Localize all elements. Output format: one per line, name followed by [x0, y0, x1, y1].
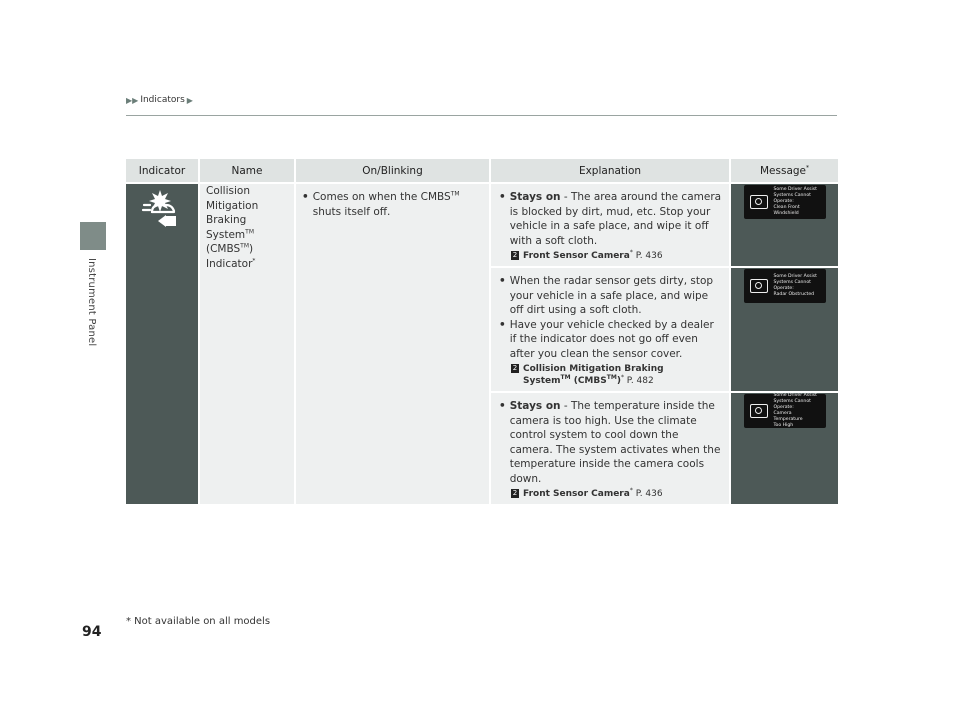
radar-blocked-icon	[750, 279, 768, 293]
name-line: (CMBS™)	[206, 242, 254, 255]
triangle-right-icon: ▶	[186, 95, 193, 105]
reference-arrow-icon: 2	[512, 489, 518, 497]
name-line: System™	[206, 228, 254, 241]
indicator-table	[124, 157, 840, 506]
page-number: 94	[82, 624, 102, 640]
cross-reference[interactable]: 2 Front Sensor Camera* P. 436	[512, 249, 663, 261]
indicator-name-cell	[200, 184, 294, 504]
name-line: Mitigation	[206, 199, 259, 212]
message-cell	[731, 268, 838, 391]
message-display: Some Driver Assist Systems Cannot Operate: Clean Front Windshield	[744, 185, 826, 219]
header-message: Message*	[731, 159, 838, 182]
breadcrumb-item[interactable]: Indicators	[140, 95, 185, 105]
cross-reference[interactable]: 2 Front Sensor Camera* P. 436	[512, 487, 663, 499]
reference-arrow-icon: 2	[512, 364, 518, 372]
explanation-cell	[491, 393, 729, 504]
list-item: • Have your vehicle checked by a dealer if the indicator does not go off even after you clean the sensor cover.	[499, 318, 714, 360]
header-onblink: On/Blinking	[296, 159, 489, 182]
list-item: • Comes on when the CMBS™ shuts itself off.	[302, 190, 460, 218]
chapter-tab	[80, 222, 106, 250]
triangle-right-icon: ▶▶	[126, 95, 139, 105]
cross-reference[interactable]: 2 Collision Mitigation Braking System™ (CMBS™)* P. 482	[512, 364, 664, 386]
chapter-label: Instrument Panel	[86, 258, 97, 347]
table-header-row	[126, 159, 838, 182]
header-indicator: Indicator	[126, 159, 198, 182]
camera-blocked-icon	[750, 195, 768, 209]
footnote: * Not available on all models	[126, 616, 271, 627]
message-cell	[731, 184, 838, 266]
reference-arrow-icon: 2	[512, 251, 518, 259]
table-row	[126, 184, 838, 266]
name-line: Collision	[206, 185, 250, 197]
list-item: • Stays on - The temperature inside the camera is too high. Use the climate control system to cool down the camera. The system activates when the temperature inside the camera cools down.	[499, 400, 721, 485]
explanation-cell	[491, 184, 729, 266]
indicator-icon-cell	[126, 184, 198, 504]
header-name: Name	[200, 159, 294, 182]
collision-warning-icon	[140, 185, 184, 229]
camera-temperature-icon	[750, 404, 768, 418]
list-item: • Stays on - The area around the camera is blocked by dirt, mud, etc. Stop your vehicle in a safe place, and wipe it off with a soft cloth.	[499, 191, 722, 247]
breadcrumb	[126, 95, 193, 105]
header-explanation: Explanation	[491, 159, 729, 182]
message-display: Some Driver Assist Systems Cannot Operate: Camera Temperature Too High	[744, 394, 826, 428]
message-cell	[731, 393, 838, 504]
name-line: Braking	[206, 214, 247, 226]
list-item: • When the radar sensor gets dirty, stop your vehicle in a safe place, and wipe off dirt using a soft cloth.	[499, 275, 714, 316]
header-rule	[126, 115, 837, 116]
explanation-cell	[491, 268, 729, 391]
message-display: Some Driver Assist Systems Cannot Operate: Radar Obstructed	[744, 269, 826, 303]
name-line: Indicator*	[206, 257, 256, 270]
onblink-cell	[296, 184, 489, 504]
